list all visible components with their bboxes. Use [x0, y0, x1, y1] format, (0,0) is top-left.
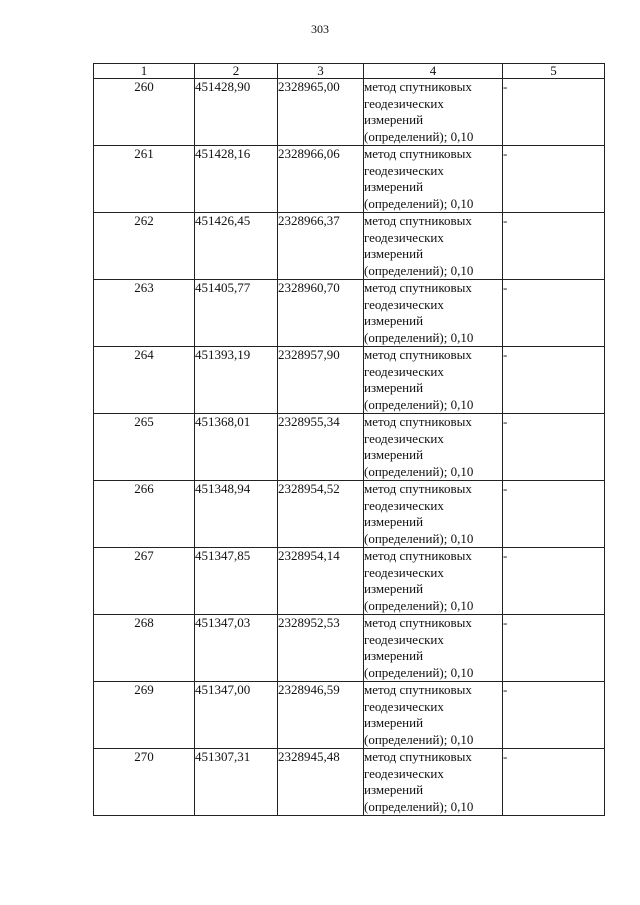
point-number-cell	[94, 146, 195, 213]
y-coordinate-text: 2328966,06	[278, 146, 340, 161]
point-number-cell	[94, 615, 195, 682]
header-col-4: 4	[364, 64, 503, 79]
y-coordinate-cell	[278, 481, 364, 548]
x-coordinate-text: 451347,00	[195, 682, 251, 697]
header-col-5: 5	[503, 64, 605, 79]
note-cell	[503, 481, 605, 548]
note-text: -	[503, 682, 508, 697]
point-number-cell	[94, 79, 195, 146]
x-coordinate-cell	[195, 615, 278, 682]
point-number-text: 262	[134, 213, 154, 228]
table-row	[94, 213, 605, 280]
point-number-text: 265	[134, 414, 154, 429]
y-coordinate-text: 2328952,53	[278, 615, 340, 630]
note-cell	[503, 749, 605, 816]
point-number-cell	[94, 280, 195, 347]
note-text: -	[503, 79, 508, 94]
point-number-cell	[94, 682, 195, 749]
note-text: -	[503, 347, 508, 362]
x-coordinate-cell	[195, 146, 278, 213]
point-number-text: 266	[134, 481, 154, 496]
note-text: -	[503, 749, 508, 764]
note-text: -	[503, 615, 508, 630]
x-coordinate-cell	[195, 682, 278, 749]
x-coordinate-cell	[195, 414, 278, 481]
table-row	[94, 347, 605, 414]
y-coordinate-cell	[278, 79, 364, 146]
note-cell	[503, 682, 605, 749]
header-col-1: 1	[94, 64, 195, 79]
y-coordinate-cell	[278, 615, 364, 682]
note-cell	[503, 280, 605, 347]
method-cell	[364, 146, 503, 213]
point-number-text: 269	[134, 682, 154, 697]
note-cell	[503, 347, 605, 414]
note-text: -	[503, 146, 508, 161]
method-cell	[364, 213, 503, 280]
y-coordinate-text: 2328960,70	[278, 280, 340, 295]
point-number-text: 260	[134, 79, 154, 94]
y-coordinate-cell	[278, 347, 364, 414]
method-cell	[364, 347, 503, 414]
table-row	[94, 682, 605, 749]
x-coordinate-text: 451393,19	[195, 347, 251, 362]
method-text: метод спутниковых геодезических измерений (определений); 0,10	[364, 414, 474, 479]
point-number-text: 267	[134, 548, 154, 563]
y-coordinate-cell	[278, 682, 364, 749]
method-text: метод спутниковых геодезических измерений (определений); 0,10	[364, 79, 474, 144]
table-row	[94, 414, 605, 481]
x-coordinate-text: 451347,85	[195, 548, 251, 563]
method-text: метод спутниковых геодезических измерений (определений); 0,10	[364, 615, 474, 680]
point-number-text: 263	[134, 280, 154, 295]
table-row	[94, 146, 605, 213]
table-row	[94, 548, 605, 615]
note-text: -	[503, 213, 508, 228]
y-coordinate-text: 2328965,00	[278, 79, 340, 94]
header-col-2: 2	[195, 64, 278, 79]
table-row	[94, 280, 605, 347]
point-number-text: 264	[134, 347, 154, 362]
note-text: -	[503, 414, 508, 429]
x-coordinate-text: 451428,16	[195, 146, 251, 161]
point-number-text: 261	[134, 146, 154, 161]
header-col-3: 3	[278, 64, 364, 79]
y-coordinate-text: 2328954,14	[278, 548, 340, 563]
note-cell	[503, 414, 605, 481]
x-coordinate-cell	[195, 213, 278, 280]
x-coordinate-cell	[195, 79, 278, 146]
note-text: -	[503, 548, 508, 563]
point-number-cell	[94, 481, 195, 548]
method-cell	[364, 481, 503, 548]
x-coordinate-text: 451368,01	[195, 414, 251, 429]
x-coordinate-text: 451405,77	[195, 280, 251, 295]
y-coordinate-text: 2328954,52	[278, 481, 340, 496]
y-coordinate-text: 2328945,48	[278, 749, 340, 764]
method-text: метод спутниковых геодезических измерений (определений); 0,10	[364, 481, 474, 546]
x-coordinate-cell	[195, 347, 278, 414]
table-row	[94, 749, 605, 816]
point-number-cell	[94, 749, 195, 816]
x-coordinate-text: 451347,03	[195, 615, 251, 630]
method-cell	[364, 414, 503, 481]
note-cell	[503, 213, 605, 280]
method-text: метод спутниковых геодезических измерений (определений); 0,10	[364, 548, 474, 613]
y-coordinate-cell	[278, 146, 364, 213]
table-row	[94, 79, 605, 146]
method-text: метод спутниковых геодезических измерений (определений); 0,10	[364, 146, 474, 211]
point-number-text: 268	[134, 615, 154, 630]
x-coordinate-text: 451426,45	[195, 213, 251, 228]
note-text: -	[503, 481, 508, 496]
x-coordinate-cell	[195, 749, 278, 816]
point-number-cell	[94, 548, 195, 615]
method-text: метод спутниковых геодезических измерений (определений); 0,10	[364, 280, 474, 345]
method-text: метод спутниковых геодезических измерений (определений); 0,10	[364, 749, 474, 814]
method-cell	[364, 548, 503, 615]
method-cell	[364, 749, 503, 816]
method-text: метод спутниковых геодезических измерений (определений); 0,10	[364, 347, 474, 412]
note-cell	[503, 615, 605, 682]
y-coordinate-text: 2328946,59	[278, 682, 340, 697]
header-row	[94, 64, 605, 79]
method-text: метод спутниковых геодезических измерений (определений); 0,10	[364, 213, 474, 278]
y-coordinate-cell	[278, 213, 364, 280]
x-coordinate-text: 451348,94	[195, 481, 251, 496]
x-coordinate-cell	[195, 548, 278, 615]
method-cell	[364, 79, 503, 146]
note-cell	[503, 146, 605, 213]
y-coordinate-cell	[278, 749, 364, 816]
table-row	[94, 615, 605, 682]
point-number-text: 270	[134, 749, 154, 764]
y-coordinate-cell	[278, 548, 364, 615]
method-cell	[364, 615, 503, 682]
y-coordinate-cell	[278, 280, 364, 347]
x-coordinate-cell	[195, 481, 278, 548]
coordinates-table	[93, 63, 605, 816]
method-cell	[364, 280, 503, 347]
y-coordinate-text: 2328966,37	[278, 213, 340, 228]
page-number: 303	[311, 22, 329, 36]
y-coordinate-cell	[278, 414, 364, 481]
note-cell	[503, 79, 605, 146]
point-number-cell	[94, 347, 195, 414]
method-text: метод спутниковых геодезических измерений (определений); 0,10	[364, 682, 474, 747]
point-number-cell	[94, 213, 195, 280]
y-coordinate-text: 2328955,34	[278, 414, 340, 429]
y-coordinate-text: 2328957,90	[278, 347, 340, 362]
method-cell	[364, 682, 503, 749]
x-coordinate-text: 451428,90	[195, 79, 251, 94]
note-cell	[503, 548, 605, 615]
point-number-cell	[94, 414, 195, 481]
x-coordinate-cell	[195, 280, 278, 347]
table-row	[94, 481, 605, 548]
note-text: -	[503, 280, 508, 295]
x-coordinate-text: 451307,31	[195, 749, 251, 764]
